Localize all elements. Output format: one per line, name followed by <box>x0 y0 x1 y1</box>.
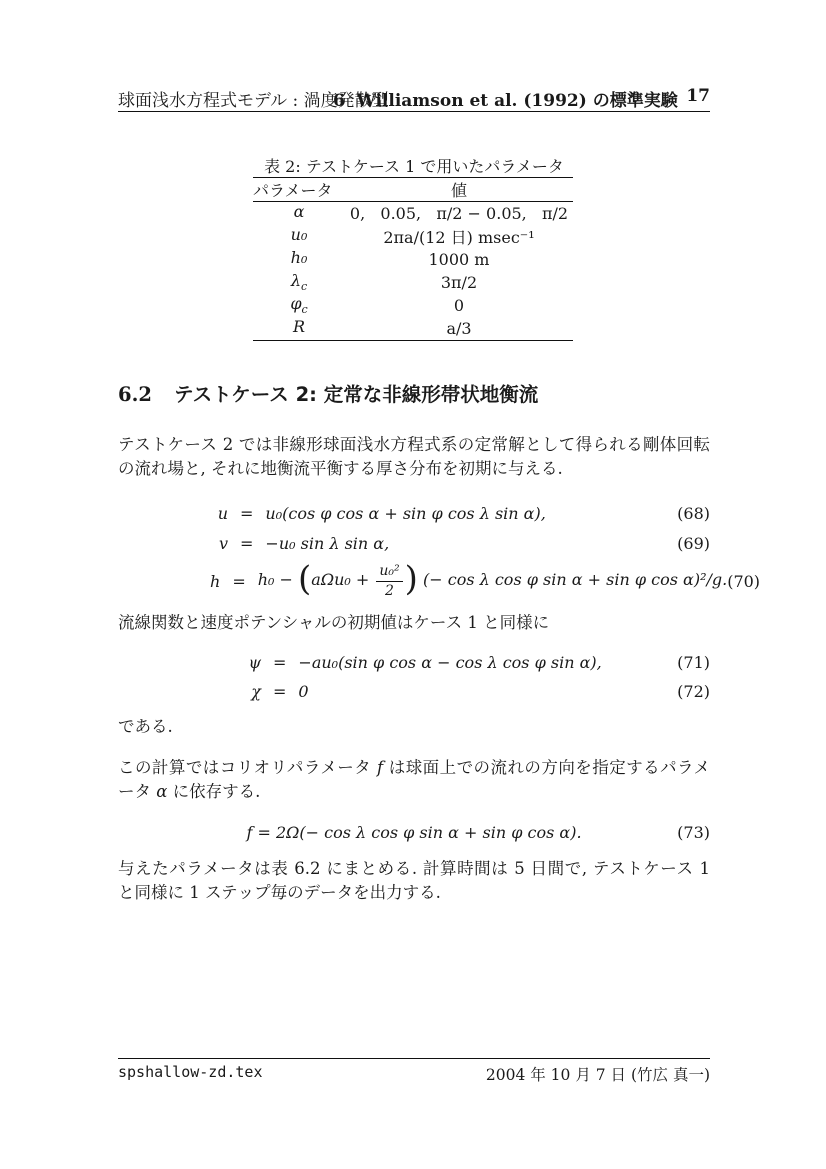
footer-date: 2004 年 10 月 7 日 (竹広 真一) <box>485 1066 710 1084</box>
param-cell: R <box>292 317 306 337</box>
eq-rhs: −u₀ sin λ sin α, <box>265 533 390 553</box>
eq-rel: = <box>273 652 287 672</box>
table-row <box>253 248 573 271</box>
eq-lhs: h <box>210 571 221 591</box>
running-head-left: 球面浅水方程式モデル : 渦度発散型 <box>118 91 389 111</box>
eq-lhs: u <box>217 504 228 523</box>
value-cell: 3π/2 <box>440 273 478 292</box>
equation-row-u <box>118 499 710 528</box>
section-heading <box>118 379 710 407</box>
table-row <box>253 202 573 226</box>
paragraph-coriolis: この計算ではコリオリパラメータ f は球面上での流れの方向を指定するパラメータ α に依存する. <box>118 758 711 801</box>
table-header-value: 値 <box>345 178 573 202</box>
frac-denominator: 2 <box>385 582 394 599</box>
footer-filename: spshallow-zd.tex <box>118 1063 263 1081</box>
big-paren-open: ( <box>298 558 312 599</box>
equation-f <box>118 820 710 846</box>
value-cell: a/3 <box>446 319 472 338</box>
page-header <box>118 86 710 110</box>
paragraph-dearu: である. <box>118 717 173 736</box>
eq-rhs: −au₀(sin φ cos α − cos λ cos φ sin α), <box>298 652 602 672</box>
eq-lhs: χ <box>251 681 261 701</box>
eq-lhs: v <box>218 533 228 553</box>
table-row <box>253 294 573 317</box>
frac-numerator: u₀² <box>376 563 402 581</box>
value-cell: 1000 m <box>428 250 490 269</box>
paragraph-intro: テストケース 2 では非線形球面浅水方程式系の定常解として得られる剛体回転の流れ場と, それに地衡流平衡する厚さ分布を初期に与える. <box>118 435 710 478</box>
equation-row-v <box>118 528 710 558</box>
eq-rhs: 0 <box>298 681 309 701</box>
value-cell: 0 <box>453 296 465 315</box>
value-cell: 2πa/(12 日) msec⁻¹ <box>383 228 535 247</box>
eq-rel: = <box>273 681 287 701</box>
var-alpha: α <box>156 781 168 801</box>
equation-number: (72) <box>677 681 710 701</box>
section-number: 6.2 <box>118 383 152 406</box>
parameters-table <box>253 177 573 341</box>
paragraph-params-summary: 与えたパラメータは表 6.2 にまとめる. 計算時間は 5 日間で, テストケース 1 と同様に 1 ステップ毎のデータを出力する. <box>118 859 710 902</box>
eq-body: f = 2Ω(− cos λ cos φ sin α + sin φ cos α). <box>246 823 582 842</box>
equation-block-psi-chi <box>118 647 710 705</box>
eq-lhs: ψ <box>248 652 261 672</box>
equation-number: (71) <box>677 652 710 672</box>
param-cell: $\lambda_c$ <box>290 271 308 294</box>
section-title: テストケース 2: 定常な非線形帯状地衡流 <box>173 383 539 406</box>
table-row <box>253 271 573 294</box>
equation-number: (70) <box>727 571 761 591</box>
equation-row-psi <box>118 647 710 677</box>
header-rule <box>118 111 710 112</box>
table-row <box>253 317 573 340</box>
fraction <box>376 563 402 598</box>
equation-row-chi <box>118 677 710 705</box>
table-row <box>253 225 573 248</box>
value-cell: 0, 0.05, π/2 − 0.05, π/2 <box>349 204 569 223</box>
eq-rhs: h₀ − (aΩu₀ + $\frac{\text{u₀²}}{2}$ ) (− cos λ cos φ sin α + sin φ cos α)²/g. <box>257 558 728 599</box>
param-cell: $\varphi_c$ <box>290 294 308 317</box>
var-f: f <box>376 758 384 777</box>
eq-rel: = <box>240 504 254 523</box>
running-head-section: 6 Williamson et al. (1992) の標準実験 <box>333 91 678 111</box>
param-cell: u₀ <box>290 225 308 245</box>
table-header-row <box>253 178 573 202</box>
table-header-param: パラメータ <box>253 178 345 202</box>
equation-number: (69) <box>677 533 710 553</box>
eq-rhs: u₀(cos φ cos α + sin φ cos λ sin α), <box>265 504 546 523</box>
equation-number: (68) <box>677 504 710 523</box>
paragraph-streamfunction: 流線関数と速度ポテンシャルの初期値はケース 1 と同様に <box>118 613 550 632</box>
param-cell: h₀ <box>290 248 308 268</box>
equation-number: (73) <box>677 823 710 842</box>
table-caption: 表 2: テストケース 1 で用いたパラメータ <box>264 157 564 176</box>
eq-rel: = <box>240 533 254 553</box>
param-cell: α <box>293 202 305 222</box>
eq-rel: = <box>232 571 246 591</box>
equation-block-initial <box>118 499 761 604</box>
header-page-number: 17 <box>686 86 710 106</box>
equation-row-h <box>118 558 761 604</box>
big-paren-close: ) <box>404 558 418 599</box>
footer-rule <box>118 1058 710 1059</box>
